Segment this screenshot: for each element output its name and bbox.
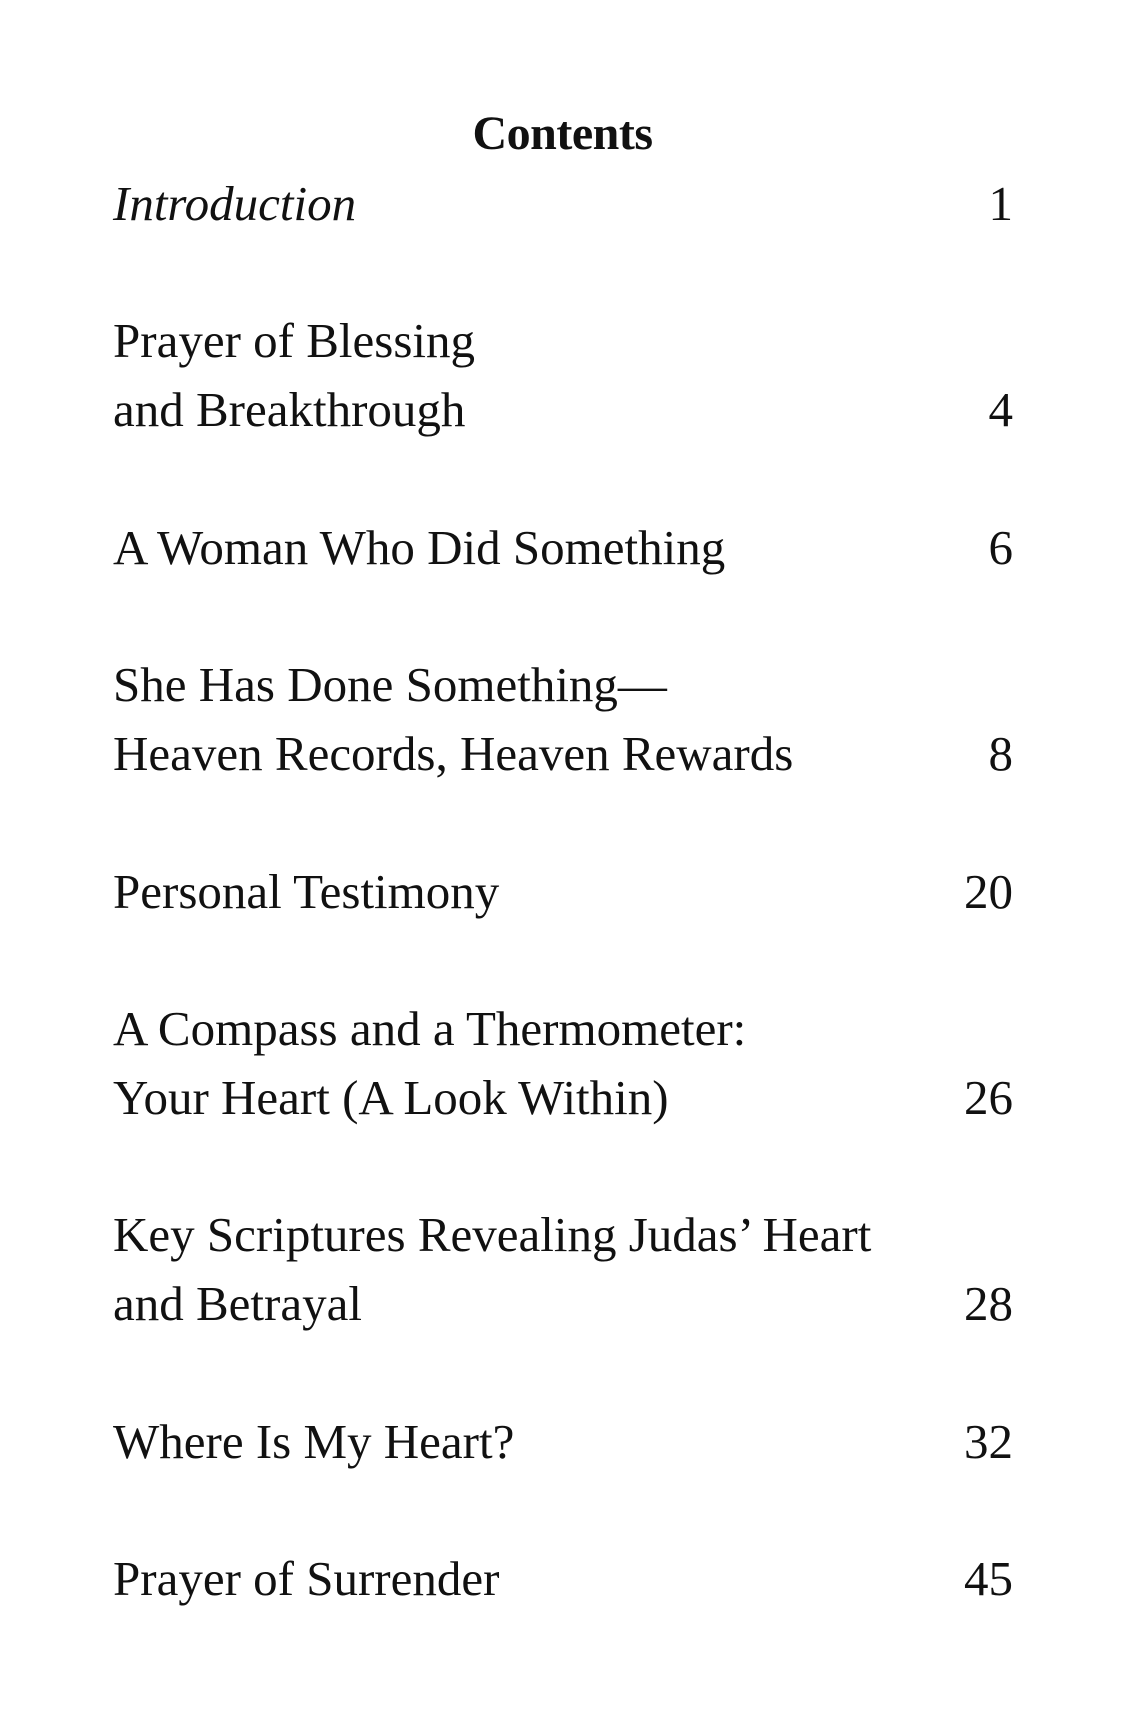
toc-entry-she-has-done-something[interactable] xyxy=(113,650,1013,788)
toc-entry-introduction[interactable] xyxy=(113,169,1013,238)
entry-page-number: 26 xyxy=(964,1070,1013,1125)
entry-title xyxy=(113,650,943,788)
entry-title xyxy=(113,1544,943,1613)
entry-title-line: A Woman Who Did Something xyxy=(113,520,726,575)
toc-entry-prayer-of-blessing[interactable] xyxy=(113,306,1013,444)
page-title: Contents xyxy=(472,107,653,160)
entry-page-number: 4 xyxy=(988,382,1013,437)
entry-title xyxy=(113,857,943,926)
entry-page-number: 8 xyxy=(988,726,1013,781)
toc-entry-prayer-of-surrender[interactable] xyxy=(113,1544,1013,1613)
entry-title-line: Heaven Records, Heaven Rewards xyxy=(113,726,794,781)
entry-title-line: Prayer of Surrender xyxy=(113,1551,500,1606)
toc-entry-a-woman-who-did-something[interactable] xyxy=(113,513,1013,582)
entry-page-number: 1 xyxy=(988,176,1013,231)
entry-title-line: and Breakthrough xyxy=(113,382,466,437)
toc-entry-where-is-my-heart[interactable] xyxy=(113,1407,1013,1476)
entry-title xyxy=(113,169,943,238)
entry-title xyxy=(113,306,943,444)
entry-title-line: Where Is My Heart? xyxy=(113,1414,515,1469)
entry-title-line: Key Scriptures Revealing Judas’ Heart xyxy=(113,1207,872,1262)
entry-title-line: A Compass and a Thermometer: xyxy=(113,1001,747,1056)
entry-title-line: and Betrayal xyxy=(113,1276,362,1331)
entry-title xyxy=(113,513,943,582)
entry-title-line: Introduction xyxy=(113,176,357,231)
entry-page-number: 6 xyxy=(988,520,1013,575)
toc-entry-compass-and-thermometer[interactable] xyxy=(113,994,1013,1132)
entry-title xyxy=(113,1200,943,1338)
entry-title xyxy=(113,1407,943,1476)
entry-title-line: Personal Testimony xyxy=(113,864,500,919)
entry-title-line: Prayer of Blessing xyxy=(113,313,475,368)
entry-page-number: 45 xyxy=(964,1551,1013,1606)
entry-title-line: She Has Done Something— xyxy=(113,657,667,712)
entry-title xyxy=(113,994,943,1132)
entry-title-line: Your Heart (A Look Within) xyxy=(113,1070,669,1125)
entry-page-number: 20 xyxy=(964,864,1013,919)
toc-entry-key-scriptures[interactable] xyxy=(113,1200,1013,1338)
entry-page-number: 32 xyxy=(964,1414,1013,1469)
toc-entry-personal-testimony[interactable] xyxy=(113,857,1013,926)
entry-page-number: 28 xyxy=(964,1276,1013,1331)
